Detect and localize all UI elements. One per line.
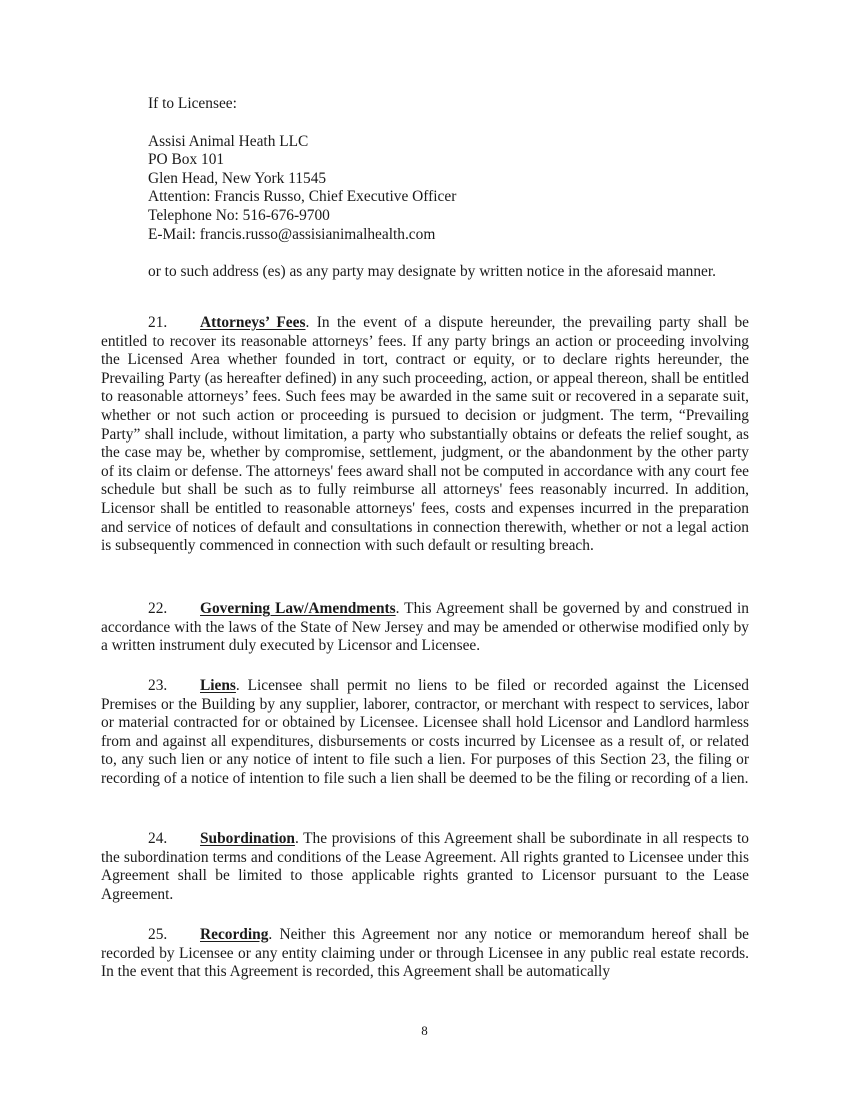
- section-body: . Neither this Agreement nor any notice or memorandum hereof shall be recorded by Licensee or any entity claiming under or through Licensee in any public real estate records. In the event that this Agreement is recorded, this Agreement shall be automatically: [101, 926, 749, 981]
- address-line-city: Glen Head, New York 11545: [148, 169, 327, 187]
- section-number: 25.: [148, 926, 168, 943]
- notice-closing: or to such address (es) as any party may designate by written notice in the aforesaid manner.: [148, 263, 716, 281]
- section-number: 21.: [148, 314, 168, 331]
- section-number: 24.: [148, 830, 168, 847]
- section-number: 22.: [148, 600, 168, 617]
- section-body: . This Agreement shall be governed by and construed in accordance with the laws of the State of New Jersey and may be amended or otherwise modified only by a written instrument duly executed by Licensor and Licensee.: [101, 600, 749, 655]
- section-23-liens: [101, 677, 749, 789]
- section-heading: Governing Law/Amendments: [200, 600, 396, 617]
- address-line-email: E-Mail: francis.russo@assisianimalhealth.com: [148, 225, 436, 243]
- address-line-po-box: PO Box 101: [148, 151, 225, 169]
- section-24-subordination: [101, 830, 749, 904]
- section-number: 23.: [148, 677, 168, 694]
- section-22-governing-law: [101, 600, 749, 656]
- section-25-recording: [101, 926, 749, 982]
- section-body: . The provisions of this Agreement shall be subordinate in all respects to the subordination terms and conditions of the Lease Agreement. All rights granted to Licensee under this Agreement shall be limited to those applicable rights granted to Licensor pursuant to the Lease Agreement.: [101, 830, 749, 903]
- notice-intro: If to Licensee:: [148, 95, 237, 112]
- section-21-attorneys-fees: [101, 314, 749, 556]
- address-line-company: Assisi Animal Heath LLC: [148, 132, 309, 150]
- section-body: . Licensee shall permit no liens to be filed or recorded against the Licensed Premises or the Building by any supplier, laborer, contractor, or merchant with respect to services, labor or material contracted for or obtained by Licensee. Licensee shall hold Licensor and Landlord harmless from and against all expenditures, disbursements or costs incurred by Licensee as a result of, or related to, any such lien or any notice of intent to file such a lien. For purposes of this Section 23, the filing or recording of a notice of intention to file such a lien shall be deemed to be the filing or recording of a lien.: [101, 677, 749, 787]
- section-heading: Attorneys’ Fees: [200, 314, 306, 331]
- page-number: 8: [421, 1023, 428, 1038]
- notice-address-block: [148, 95, 749, 282]
- section-body: . In the event of a dispute hereunder, the prevailing party shall be entitled to recover its reasonable attorneys’ fees. If any party brings an action or proceeding involving the Licensed Area whether founded in tort, contract or equity, or to declare rights hereunder, the Prevailing Party (as hereafter defined) in any such proceeding, action, or appeal thereon, shall be entitled to reasonable attorneys’ fees. Such fees may be awarded in the same suit or recovered in a separate suit, whether or not such action or proceeding is pursued to decision or judgment. The term, “Prevailing Party” shall include, without limitation, a party who substantially obtains or defeats the relief sought, as the case may be, whether by compromise, settlement, judgment, or the abandonment by the other party of its claim or defense. The attorneys' fees award shall not be computed in accordance with any court fee schedule but shall be such as to fully reimburse all attorneys' fees reasonably incurred. In addition, Licensor shall be entitled to reasonable attorneys' fees, costs and expenses incurred in the preparation and service of notices of default and consultations in connection therewith, whether or not a legal action is subsequently commenced in connection with such default or resulting breach.: [101, 314, 749, 555]
- address-line-attention: Attention: Francis Russo, Chief Executive Officer: [148, 188, 457, 206]
- section-heading: Recording: [200, 926, 269, 943]
- section-heading: Liens: [200, 677, 236, 694]
- address-line-telephone: Telephone No: 516-676-9700: [148, 206, 330, 224]
- section-heading: Subordination: [200, 830, 295, 847]
